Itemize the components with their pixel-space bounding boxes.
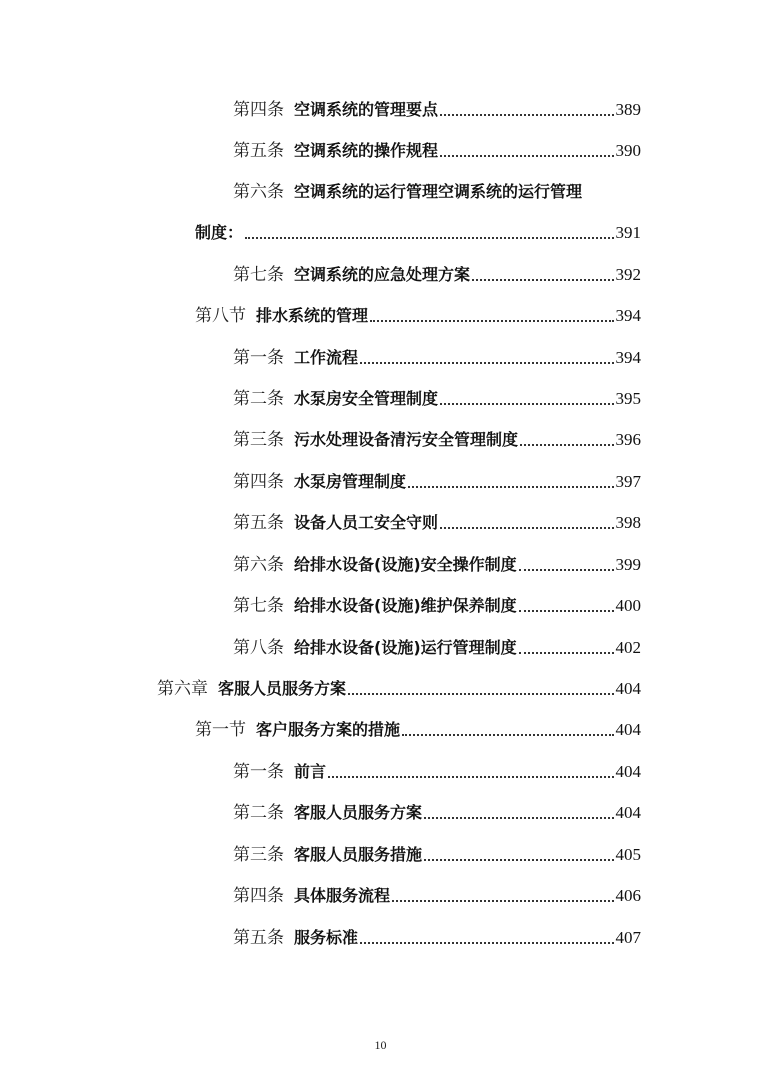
toc-entry-label: 第八节 — [195, 306, 246, 325]
toc-entry-title: 客服人员服务措施 — [294, 845, 423, 864]
toc-entry-title: 服务标准 — [294, 928, 359, 947]
toc-entry[interactable] — [233, 428, 641, 452]
toc-entry-page: 390 — [615, 141, 641, 160]
toc-entry-chapter[interactable] — [157, 677, 641, 701]
toc-entry-label: 第六条 — [233, 182, 284, 201]
page-number: 10 — [374, 1038, 387, 1052]
toc-entry-page: 407 — [615, 928, 641, 947]
toc-entry[interactable] — [233, 139, 641, 163]
toc-entry-page: 391 — [615, 223, 641, 242]
toc-entry-page: 404 — [615, 762, 641, 781]
dot-leader — [519, 636, 614, 660]
toc-entry-title: 排水系统的管理 — [256, 306, 369, 325]
dot-leader — [440, 139, 613, 163]
toc-entry-title: 客户服务方案的措施 — [256, 720, 401, 739]
toc-entry[interactable] — [233, 98, 641, 122]
toc-entry-label: 第八条 — [233, 638, 284, 657]
toc-entry-label: 第四条 — [233, 886, 284, 905]
toc-entry[interactable] — [233, 511, 641, 535]
toc-entry-title: 给排水设备(设施)安全操作制度 — [294, 555, 517, 574]
dot-leader — [360, 926, 613, 950]
toc-entry-title: 具体服务流程 — [294, 886, 391, 905]
toc-entry-title: 给排水设备(设施)维护保养制度 — [294, 596, 517, 615]
toc-entry-label: 第四条 — [233, 472, 284, 491]
toc-entry-label: 第七条 — [233, 596, 284, 615]
dot-leader — [402, 718, 613, 742]
dot-leader — [424, 843, 613, 867]
toc-entry-section[interactable] — [195, 718, 641, 742]
toc-entry-page: 402 — [615, 638, 641, 657]
toc-entry-label: 第五条 — [233, 141, 284, 160]
toc-entry-label: 第二条 — [233, 803, 284, 822]
toc-entry[interactable] — [233, 387, 641, 411]
toc-entry[interactable] — [233, 553, 641, 577]
toc-entry-title: 空调系统的操作规程 — [294, 141, 439, 160]
dot-leader — [440, 511, 613, 535]
dot-leader — [348, 677, 613, 701]
toc-entry[interactable] — [233, 263, 641, 287]
toc-entry-label: 第四条 — [233, 100, 284, 119]
toc-entry-page: 406 — [615, 886, 641, 905]
toc-entry-label: 第一节 — [195, 720, 246, 739]
toc-entry-title: 空调系统的应急处理方案 — [294, 265, 471, 284]
toc-entry-title: 客服人员服务方案 — [294, 803, 423, 822]
toc-entry-title: 空调系统的管理要点 — [294, 100, 439, 119]
dot-leader — [360, 346, 613, 370]
dot-leader — [440, 387, 613, 411]
toc-entry-label: 第一条 — [233, 762, 284, 781]
dot-leader — [520, 428, 613, 452]
toc-entry-page: 404 — [615, 803, 641, 822]
dot-leader — [245, 221, 613, 245]
toc-entry-label: 第二条 — [233, 389, 284, 408]
toc-entry-page: 392 — [615, 265, 641, 284]
toc-entry[interactable] — [233, 470, 641, 494]
dot-leader — [424, 801, 613, 825]
dot-leader — [370, 304, 613, 328]
toc-entry-page: 395 — [615, 389, 641, 408]
toc-entry-title: 工作流程 — [294, 348, 359, 367]
toc-entry[interactable] — [233, 801, 641, 825]
toc-entry-title: 前言 — [294, 762, 327, 781]
toc-entry[interactable] — [233, 884, 641, 908]
dot-leader — [519, 553, 614, 577]
toc-entry[interactable] — [233, 760, 641, 784]
toc-entry[interactable] — [233, 346, 641, 370]
toc-entry[interactable] — [233, 843, 641, 867]
toc-entry-page: 399 — [615, 555, 641, 574]
dot-leader — [519, 594, 614, 618]
toc-entry-label: 第六条 — [233, 555, 284, 574]
toc-entry-title: 给排水设备(设施)运行管理制度 — [294, 638, 517, 657]
toc-entry-page: 394 — [615, 306, 641, 325]
toc-entry-title: 客服人员服务方案 — [218, 679, 347, 698]
toc-entry-title: 水泵房管理制度 — [294, 472, 407, 491]
toc-entry-title-continuation: 制度： — [195, 223, 244, 242]
toc-entry-page: 397 — [615, 472, 641, 491]
dot-leader — [472, 263, 613, 287]
dot-leader — [440, 98, 613, 122]
toc-entry-label: 第五条 — [233, 928, 284, 947]
toc-entry-label: 第三条 — [233, 430, 284, 449]
toc-entry-page: 398 — [615, 513, 641, 532]
toc-entry-page: 404 — [615, 679, 641, 698]
dot-leader — [328, 760, 613, 784]
toc-entry-wrapped-first-line[interactable] — [233, 180, 582, 204]
toc-entry[interactable] — [233, 636, 641, 660]
toc-entry-label: 第七条 — [233, 265, 284, 284]
toc-entry-label: 第三条 — [233, 845, 284, 864]
toc-entry-title: 设备人员工安全守则 — [294, 513, 439, 532]
dot-leader — [408, 470, 613, 494]
toc-entry-title: 水泵房安全管理制度 — [294, 389, 439, 408]
toc-entry-page: 396 — [615, 430, 641, 449]
toc-entry-label: 第五条 — [233, 513, 284, 532]
toc-entry-page: 404 — [615, 720, 641, 739]
toc-entry[interactable] — [233, 594, 641, 618]
toc-entry-label: 第一条 — [233, 348, 284, 367]
toc-entry-page: 394 — [615, 348, 641, 367]
toc-entry[interactable] — [233, 926, 641, 950]
dot-leader — [392, 884, 613, 908]
toc-entry-section[interactable] — [195, 304, 641, 328]
toc-entry-title: 污水处理设备清污安全管理制度 — [294, 430, 519, 449]
toc-entry-wrapped-second-line[interactable] — [195, 221, 641, 245]
toc-entry-title: 空调系统的运行管理空调系统的运行管理 — [294, 182, 583, 201]
toc-entry-page: 405 — [615, 845, 641, 864]
toc-entry-page: 400 — [615, 596, 641, 615]
toc-entry-page: 389 — [615, 100, 641, 119]
toc-entry-label: 第六章 — [157, 679, 208, 698]
